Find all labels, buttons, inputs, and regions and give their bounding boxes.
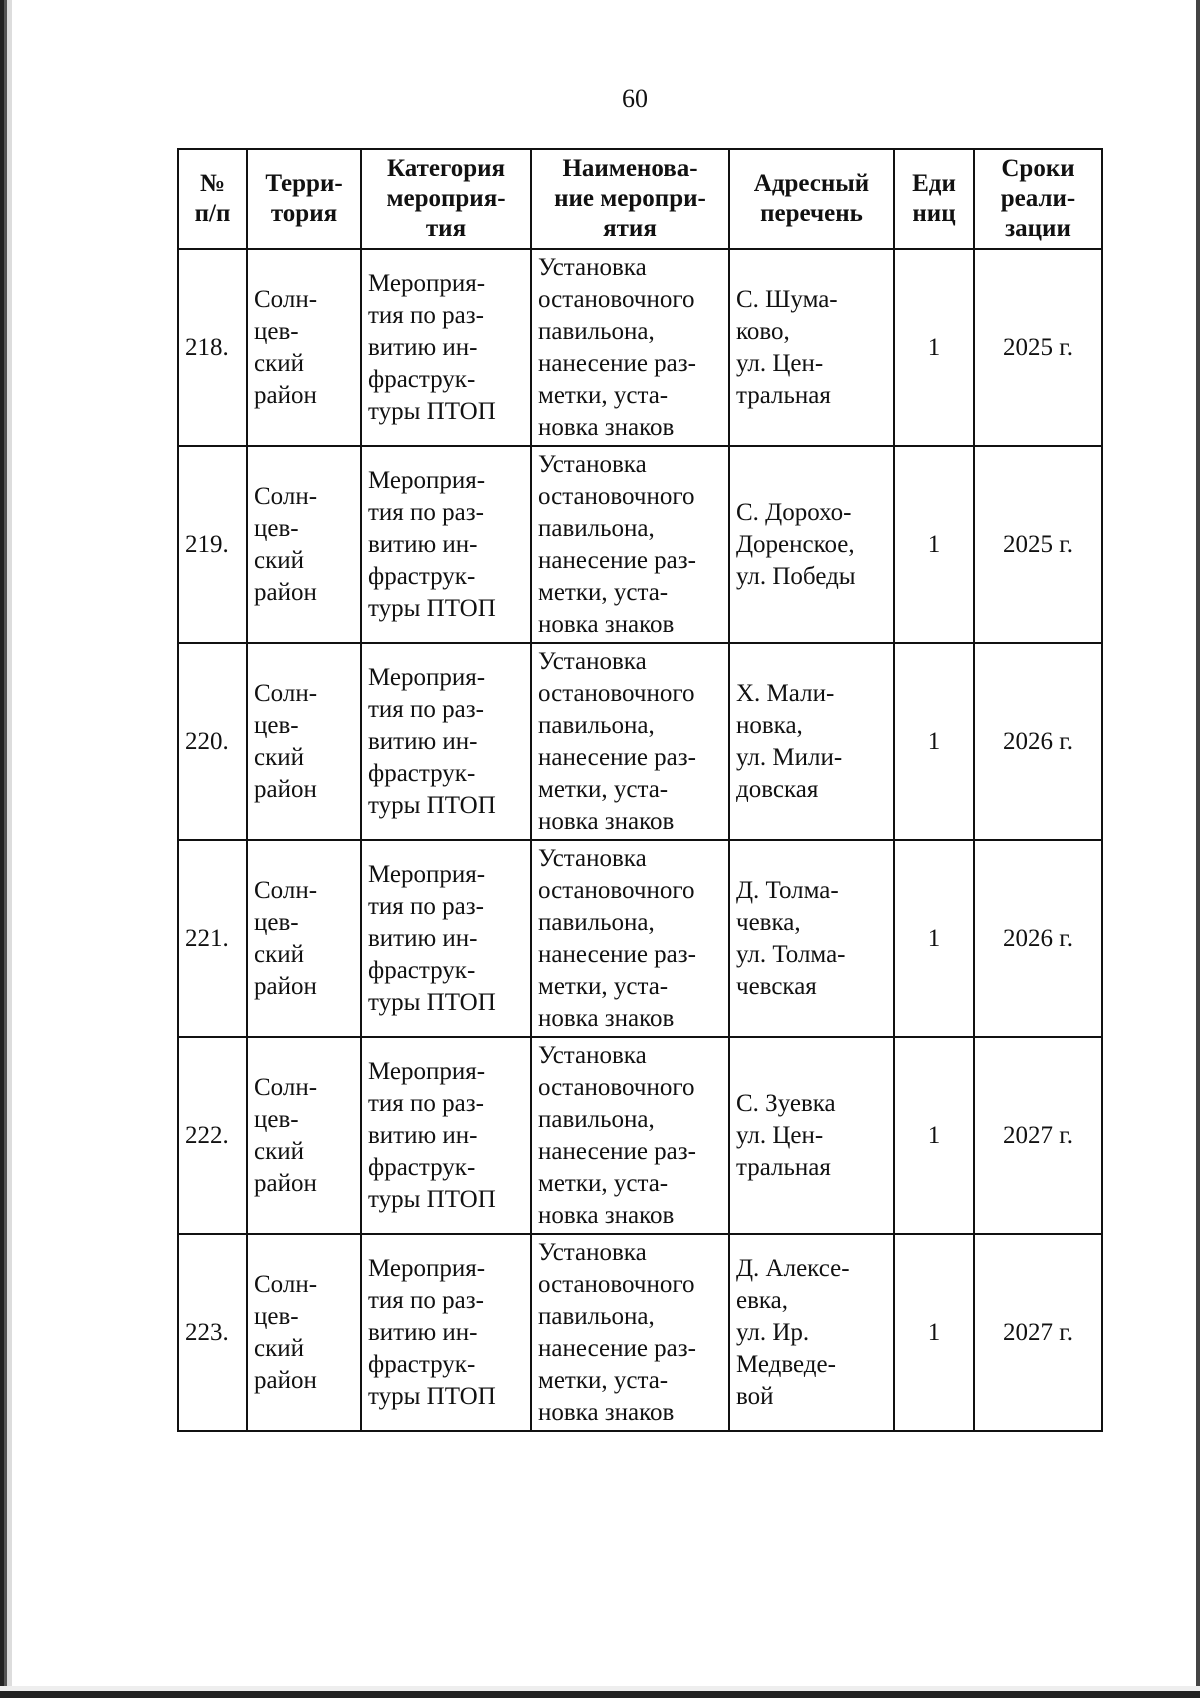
header-address: Адресный перечень [729, 149, 894, 249]
row-term: 2026 г. [974, 840, 1102, 1037]
row-number: 222. [178, 1037, 247, 1234]
row-units: 1 [894, 643, 974, 840]
row-units: 1 [894, 840, 974, 1037]
table-row [178, 840, 1102, 1037]
header-number: № п/п [178, 149, 247, 249]
table-row [178, 643, 1102, 840]
header-units: Еди ниц [894, 149, 974, 249]
scan-edge-bottom [0, 1686, 1200, 1698]
row-units: 1 [894, 446, 974, 643]
header-territory: Терри- тория [247, 149, 361, 249]
row-territory: Солн- цев- ский район [247, 249, 361, 446]
scan-edge-right [1196, 0, 1200, 1698]
row-term: 2027 г. [974, 1234, 1102, 1431]
row-measure-name: Установка остановочного павильона, нанесение раз- метки, уста- новка знаков [531, 1037, 729, 1234]
row-term: 2027 г. [974, 1037, 1102, 1234]
row-territory: Солн- цев- ский район [247, 1234, 361, 1431]
row-category: Мероприя- тия по раз- витию ин- фраструк- туры ПТОП [361, 446, 531, 643]
row-term: 2025 г. [974, 249, 1102, 446]
table-row [178, 446, 1102, 643]
row-measure-name: Установка остановочного павильона, нанесение раз- метки, уста- новка знаков [531, 1234, 729, 1431]
table-header-row [178, 149, 1102, 249]
row-units: 1 [894, 1234, 974, 1431]
row-category: Мероприя- тия по раз- витию ин- фраструк- туры ПТОП [361, 643, 531, 840]
row-category: Мероприя- тия по раз- витию ин- фраструк- туры ПТОП [361, 840, 531, 1037]
row-number: 221. [178, 840, 247, 1037]
scan-edge-left [0, 0, 12, 1698]
row-territory: Солн- цев- ский район [247, 446, 361, 643]
row-measure-name: Установка остановочного павильона, нанесение раз- метки, уста- новка знаков [531, 249, 729, 446]
row-address: С. Зуевка ул. Цен- тральная [729, 1037, 894, 1234]
row-term: 2025 г. [974, 446, 1102, 643]
row-category: Мероприя- тия по раз- витию ин- фраструк- туры ПТОП [361, 249, 531, 446]
row-address: Д. Толма- чевка, ул. Толма- чевская [729, 840, 894, 1037]
table-row [178, 249, 1102, 446]
row-measure-name: Установка остановочного павильона, нанесение раз- метки, уста- новка знаков [531, 840, 729, 1037]
row-category: Мероприя- тия по раз- витию ин- фраструк- туры ПТОП [361, 1234, 531, 1431]
row-number: 218. [178, 249, 247, 446]
row-category: Мероприя- тия по раз- витию ин- фраструк- туры ПТОП [361, 1037, 531, 1234]
row-territory: Солн- цев- ский район [247, 643, 361, 840]
row-units: 1 [894, 1037, 974, 1234]
row-address: С. Шума- ково, ул. Цен- тральная [729, 249, 894, 446]
row-measure-name: Установка остановочного павильона, нанесение раз- метки, уста- новка знаков [531, 446, 729, 643]
row-measure-name: Установка остановочного павильона, нанесение раз- метки, уста- новка знаков [531, 643, 729, 840]
header-name: Наименова- ние меропри- ятия [531, 149, 729, 249]
table-row [178, 1234, 1102, 1431]
row-number: 223. [178, 1234, 247, 1431]
row-number: 220. [178, 643, 247, 840]
row-term: 2026 г. [974, 643, 1102, 840]
row-units: 1 [894, 249, 974, 446]
measures-table [177, 148, 1103, 1432]
row-territory: Солн- цев- ский район [247, 840, 361, 1037]
header-term: Сроки реали- зации [974, 149, 1102, 249]
row-address: Х. Мали- новка, ул. Мили- довская [729, 643, 894, 840]
row-address: С. Дорохо- Доренское, ул. Победы [729, 446, 894, 643]
row-address: Д. Алексе- евка, ул. Ир. Медведе- вой [729, 1234, 894, 1431]
row-territory: Солн- цев- ский район [247, 1037, 361, 1234]
page-number: 60 [622, 84, 648, 113]
header-category: Категория мероприя- тия [361, 149, 531, 249]
row-number: 219. [178, 446, 247, 643]
table-row [178, 1037, 1102, 1234]
